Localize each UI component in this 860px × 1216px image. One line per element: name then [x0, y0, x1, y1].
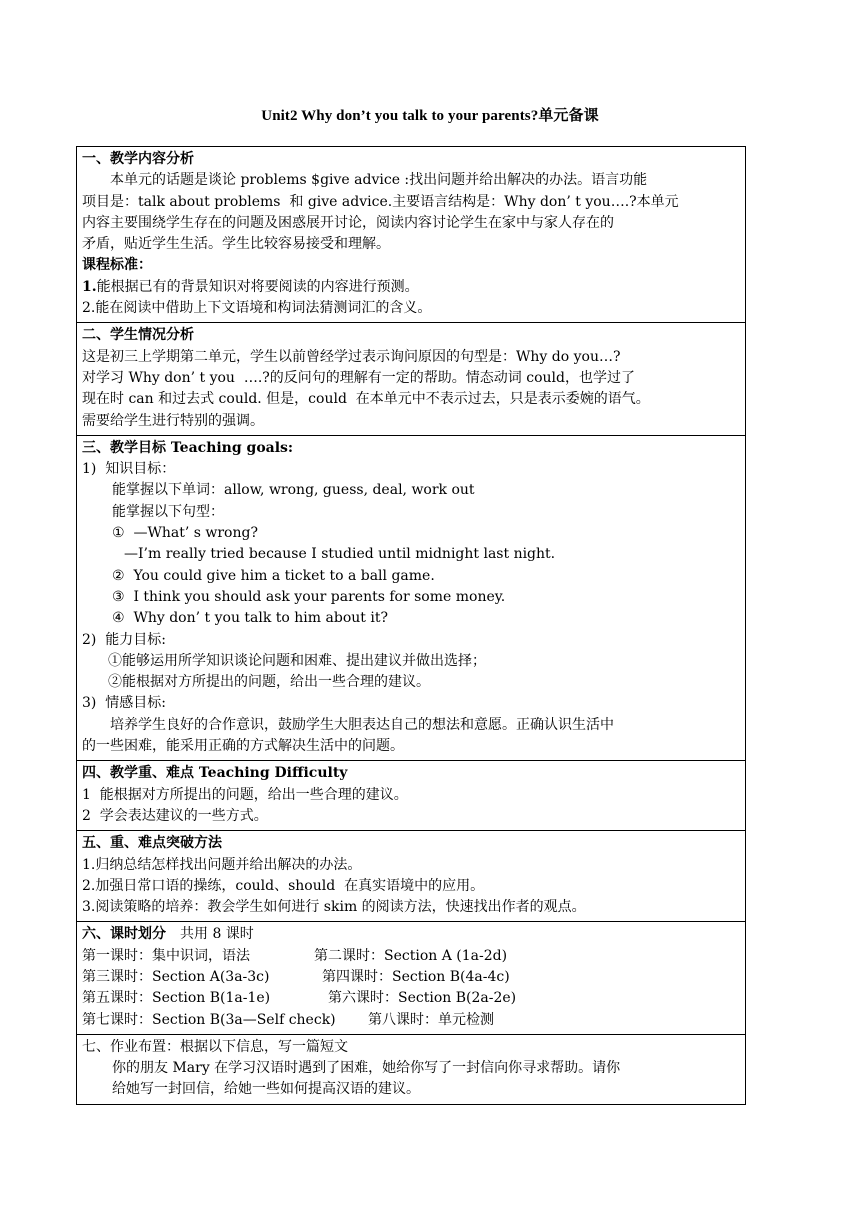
schedule-row — [82, 946, 740, 967]
list-item: 2.加强日常口语的操练，could、should 在真实语境中的应用。 — [82, 877, 485, 894]
knowledge-sentence-title: 能掌握以下句型： — [112, 503, 224, 520]
lesson-cell: 第三课时：Section A(3a-3c) — [82, 968, 270, 985]
list-item: 1.归纳总结怎样找出问题并给出解决的办法。 — [82, 856, 362, 873]
paragraph-line: 现在时 can 和过去式 could. 但是，could 在本单元中不表示过去，只是表示委婉的语气。 — [82, 391, 650, 408]
emotion-goal-title: 3) 情感目标: — [82, 695, 166, 712]
knowledge-words: 能掌握以下单词：allow, wrong, guess, deal, work out — [112, 482, 475, 499]
list-item: 2 学会表达建议的一些方式。 — [82, 807, 268, 824]
section-lesson-schedule — [77, 922, 746, 1034]
section-heading: 七、作业布置：根据以下信息，写一篇短文 — [82, 1038, 348, 1055]
page-title: Unit2 Why don’t you talk to your parents?单元备课 — [261, 108, 599, 124]
section-breakthrough-methods — [77, 831, 746, 922]
standard-text: 能根据已有的背景知识对将要阅读的内容进行预测。 — [96, 278, 419, 295]
total-lessons: 共用 8 课时 — [180, 926, 254, 943]
sentence-item: ③ I think you should ask your parents for some money. — [112, 588, 506, 605]
lesson-cell: 第六课时：Section B(2a-2e) — [328, 990, 517, 1007]
paragraph-line: 你的朋友 Mary 在学习汉语时遇到了困难，她给你写了一封信向你寻求帮助。请你 — [112, 1060, 621, 1077]
sentence-item: ② You could give him a ticket to a ball game. — [112, 567, 435, 584]
schedule-row — [82, 967, 740, 988]
schedule-row — [82, 1010, 740, 1031]
section-teaching-goals — [77, 435, 746, 760]
ability-item: ②能根据对方所提出的问题，给出一些合理的建议。 — [108, 674, 430, 691]
paragraph-line: 培养学生良好的合作意识，鼓励学生大胆表达自己的想法和意愿。正确认识生活中 — [110, 716, 614, 733]
section-heading: 四、教学重、难点 Teaching Difficulty — [82, 765, 348, 782]
section-homework — [77, 1034, 746, 1104]
paragraph-line: 给她写一封回信，给她一些如何提高汉语的建议。 — [112, 1081, 420, 1098]
curriculum-standard-heading: 课程标准： — [82, 257, 152, 274]
standard-number: 1. — [82, 278, 97, 295]
section-content-analysis — [77, 147, 746, 323]
lesson-cell: 第一课时：集中识词，语法 — [82, 947, 250, 964]
list-item: 3.阅读策略的培养：教会学生如何进行 skim 的阅读方法，快速找出作者的观点。 — [82, 899, 586, 916]
section-heading: 五、重、难点突破方法 — [82, 835, 222, 852]
paragraph-line: 对学习 Why don’ t you ….?的反问句的理解有一定的帮助。情态动词 could，也学过了 — [82, 369, 635, 386]
sentence-item: ① —What’ s wrong? — [112, 525, 258, 542]
paragraph-line: 矛盾，贴近学生生活。学生比较容易接受和理解。 — [82, 236, 390, 253]
schedule-heading-line — [82, 924, 740, 945]
ability-goal-title: 2) 能力目标: — [82, 631, 166, 648]
schedule-row — [82, 988, 740, 1009]
knowledge-goal-title: 1) 知识目标： — [82, 461, 176, 478]
ability-item: ①能够运用所学知识谈论问题和困难、提出建议并做出选择； — [108, 652, 486, 669]
sentence-item: —I’m really tried because I studied until midnight last night. — [124, 546, 556, 563]
section-heading: 三、教学目标 Teaching goals: — [82, 439, 294, 456]
standard-item: 2.能在阅读中借助上下文语境和构词法猜测词汇的含义。 — [82, 300, 432, 317]
paragraph-line: 的一些困难，能采用正确的方式解决生活中的问题。 — [82, 738, 404, 755]
section-heading: 二、学生情况分析 — [82, 327, 194, 344]
sentence-item: ④ Why don’ t you talk to him about it? — [112, 610, 388, 627]
lesson-plan-table — [76, 146, 746, 1105]
section-key-difficulties — [77, 761, 746, 831]
paragraph-line: 需要给学生进行特别的强调。 — [82, 412, 264, 429]
lesson-cell: 第二课时：Section A (1a-2d) — [314, 947, 508, 964]
lesson-cell: 第七课时：Section B(3a—Self check) — [82, 1011, 336, 1028]
paragraph-line: 项目是：talk about problems 和 give advice.主要语言结构是：Why don’ t you….?本单元 — [82, 193, 679, 210]
paragraph-line: 这是初三上学期第二单元，学生以前曾经学过表示询问原因的句型是：Why do you…? — [82, 348, 621, 365]
section-heading: 六、课时划分 — [82, 926, 166, 943]
lesson-cell: 第五课时：Section B(1a-1e) — [82, 990, 271, 1007]
lesson-cell: 第八课时：单元检测 — [368, 1011, 494, 1028]
list-item: 1 能根据对方所提出的问题，给出一些合理的建议。 — [82, 786, 408, 803]
standard-item — [82, 277, 740, 298]
section-heading: 一、教学内容分析 — [82, 151, 194, 167]
section-student-analysis — [77, 323, 746, 435]
paragraph-line: 本单元的话题是谈论 problems $give advice :找出问题并给出解决的办法。语言功能 — [110, 172, 648, 189]
paragraph-line: 内容主要围绕学生存在的问题及困惑展开讨论，阅读内容讨论学生在家中与家人存在的 — [82, 214, 614, 231]
lesson-cell: 第四课时：Section B(4a-4c) — [322, 968, 510, 985]
